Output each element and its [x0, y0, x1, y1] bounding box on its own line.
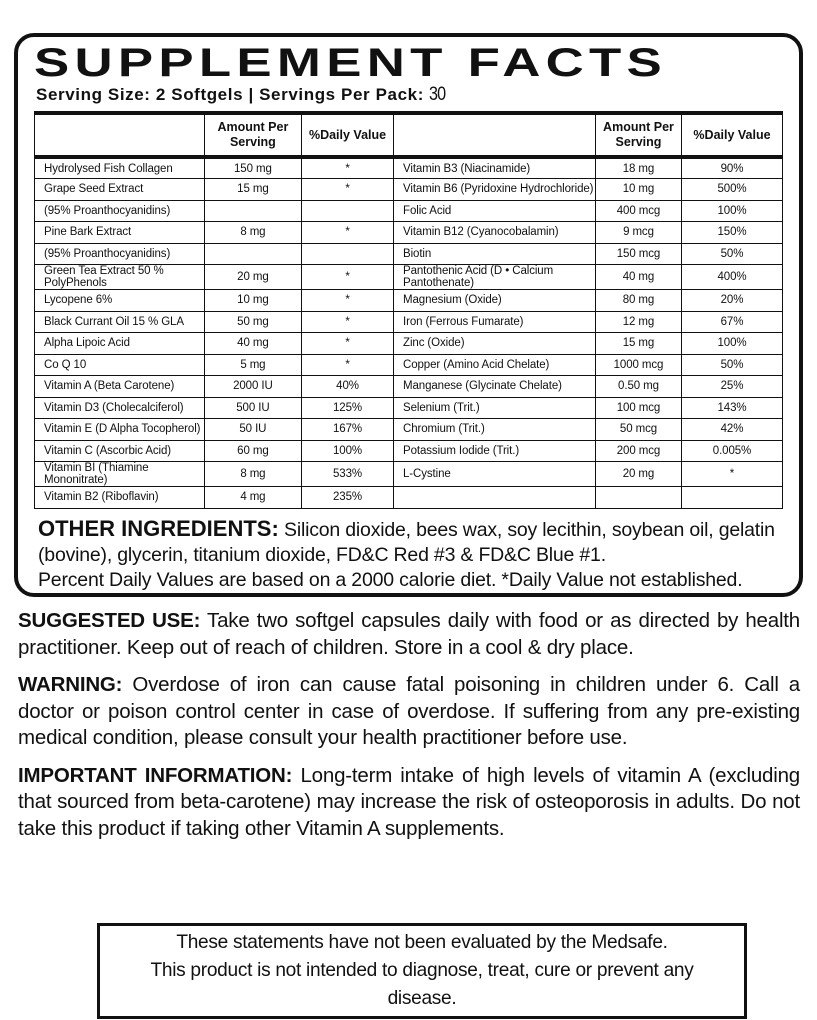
ingredient-name: Zinc (Oxide): [394, 333, 596, 355]
daily-value: 100%: [302, 440, 394, 462]
ingredient-name: Chromium (Trit.): [394, 419, 596, 441]
amount-value: 150 mcg: [595, 243, 681, 265]
amount-value: 50 mcg: [595, 419, 681, 441]
amount-value: 15 mg: [595, 333, 681, 355]
ingredient-name: Vitamin D3 (Cholecalciferol): [35, 397, 205, 419]
daily-value: *: [302, 354, 394, 376]
amount-value: 18 mg: [595, 157, 681, 179]
header-ingredient-left: [35, 113, 205, 157]
ingredient-name: Vitamin BI (Thiamine Mononitrate): [35, 462, 205, 487]
ingredient-name: Co Q 10: [35, 354, 205, 376]
daily-value: 150%: [681, 222, 782, 244]
amount-value: 40 mg: [204, 333, 301, 355]
important-information-heading: IMPORTANT INFORMATION:: [18, 763, 293, 787]
ingredient-name: Vitamin B12 (Cyanocobalamin): [394, 222, 596, 244]
ingredient-name: (95% Proanthocyanidins): [35, 200, 205, 222]
daily-value: 90%: [681, 157, 782, 179]
daily-value: 40%: [302, 376, 394, 398]
amount-value: 100 mcg: [595, 397, 681, 419]
ingredients-tbody: [35, 157, 783, 508]
suggested-use-heading: SUGGESTED USE:: [18, 609, 201, 632]
table-row: [35, 157, 783, 179]
header-daily-value-right: %Daily Value: [681, 113, 782, 157]
suggested-use-text: Take two softgel capsules daily with food or as directed by health practitioner. Keep out of reach of children. Store in a cool & dry place.: [18, 609, 801, 659]
ingredient-name: Vitamin E (D Alpha Tocopherol): [35, 419, 205, 441]
amount-value: 20 mg: [595, 462, 681, 487]
ingredient-name: Biotin: [394, 243, 596, 265]
ingredient-name: Folic Acid: [394, 200, 596, 222]
amount-value: 15 mg: [204, 179, 301, 201]
daily-value: *: [302, 265, 394, 290]
servings-per-pack-value: 30: [429, 84, 446, 105]
ingredient-name: Vitamin A (Beta Carotene): [35, 376, 205, 398]
daily-value: *: [302, 157, 394, 179]
ingredient-name: Iron (Ferrous Fumarate): [394, 311, 596, 333]
amount-value: [595, 487, 681, 509]
daily-value: *: [302, 222, 394, 244]
ingredient-name: Alpha Lipoic Acid: [35, 333, 205, 355]
daily-value: 400%: [681, 265, 782, 290]
table-row: [35, 243, 783, 265]
amount-value: 4 mg: [204, 487, 301, 509]
warning-section: [18, 672, 800, 752]
table-row: [35, 333, 783, 355]
daily-value: 50%: [681, 354, 782, 376]
disclaimer-line-2: This product is not intended to diagnose, treat, cure or prevent any disease.: [150, 959, 694, 1009]
daily-value: 500%: [681, 179, 782, 201]
daily-value: [681, 487, 782, 509]
amount-value: 12 mg: [595, 311, 681, 333]
amount-value: 1000 mcg: [595, 354, 681, 376]
amount-value: 8 mg: [204, 462, 301, 487]
amount-value: 10 mg: [204, 290, 301, 312]
daily-value-footnote: Percent Daily Values are based on a 2000 calorie diet. *Daily Value not established.: [38, 568, 743, 591]
daily-value: 20%: [681, 290, 782, 312]
ingredient-name: Green Tea Extract 50 % PolyPhenols: [35, 265, 205, 290]
amount-value: 50 IU: [204, 419, 301, 441]
amount-value: 8 mg: [204, 222, 301, 244]
amount-value: 80 mg: [595, 290, 681, 312]
table-row: [35, 290, 783, 312]
daily-value: 25%: [681, 376, 782, 398]
ingredient-name: Selenium (Trit.): [394, 397, 596, 419]
table-row: [35, 311, 783, 333]
ingredient-name: Black Currant Oil 15 % GLA: [35, 311, 205, 333]
daily-value: *: [681, 462, 782, 487]
ingredient-name: Vitamin C (Ascorbic Acid): [35, 440, 205, 462]
table-header: [35, 113, 783, 157]
amount-value: [204, 243, 301, 265]
ingredient-name: Potassium Iodide (Trit.): [394, 440, 596, 462]
amount-value: 500 IU: [204, 397, 301, 419]
ingredient-name: L-Cystine: [394, 462, 596, 487]
amount-value: 150 mg: [204, 157, 301, 179]
daily-value: 50%: [681, 243, 782, 265]
daily-value: 125%: [302, 397, 394, 419]
table-row: [35, 397, 783, 419]
amount-value: 10 mg: [595, 179, 681, 201]
daily-value: [302, 200, 394, 222]
ingredient-name: Lycopene 6%: [35, 290, 205, 312]
daily-value: 42%: [681, 419, 782, 441]
daily-value: *: [302, 333, 394, 355]
amount-value: 0.50 mg: [595, 376, 681, 398]
table-row: [35, 462, 783, 487]
daily-value: 167%: [302, 419, 394, 441]
daily-value: [302, 243, 394, 265]
serving-info: [36, 84, 783, 106]
disclaimer-box: [97, 923, 747, 1019]
amount-value: 2000 IU: [204, 376, 301, 398]
table-row: [35, 440, 783, 462]
table-row: [35, 265, 783, 290]
header-daily-value-left: %Daily Value: [302, 113, 394, 157]
page-title: SUPPLEMENT FACTS: [34, 41, 668, 85]
amount-value: [204, 200, 301, 222]
header-amount-right: Amount Per Serving: [595, 113, 681, 157]
ingredient-name: (95% Proanthocyanidins): [35, 243, 205, 265]
daily-value: *: [302, 311, 394, 333]
table-row: [35, 419, 783, 441]
important-information-text: Long-term intake of high levels of vitamin A (excluding that sourced from beta-carotene) may increase the risk of osteoporosis in adults. Do not take this product if taking other Vitamin A supplements.: [18, 763, 800, 840]
disclaimer-line-1: These statements have not been evaluated by the Medsafe.: [176, 931, 668, 953]
table-row: [35, 354, 783, 376]
ingredient-name: Hydrolysed Fish Collagen: [35, 157, 205, 179]
ingredients-table: [34, 111, 783, 509]
ingredient-name: Vitamin B2 (Riboflavin): [35, 487, 205, 509]
ingredient-name: Pantothenic Acid (D • Calcium Pantothenate): [394, 265, 596, 290]
ingredient-name: Pine Bark Extract: [35, 222, 205, 244]
amount-value: 60 mg: [204, 440, 301, 462]
amount-value: 400 mcg: [595, 200, 681, 222]
amount-value: 20 mg: [204, 265, 301, 290]
ingredient-name: Magnesium (Oxide): [394, 290, 596, 312]
table-row: [35, 222, 783, 244]
ingredient-name: Vitamin B3 (Niacinamide): [394, 157, 596, 179]
supplement-facts-panel: [14, 33, 803, 597]
other-ingredients-heading: OTHER INGREDIENTS:: [38, 515, 279, 541]
ingredient-name: Copper (Amino Acid Chelate): [394, 354, 596, 376]
daily-value: 0.005%: [681, 440, 782, 462]
daily-value: *: [302, 290, 394, 312]
warning-heading: WARNING:: [18, 673, 123, 696]
daily-value: 235%: [302, 487, 394, 509]
ingredient-name: Vitamin B6 (Pyridoxine Hydrochloride): [394, 179, 596, 201]
amount-value: 5 mg: [204, 354, 301, 376]
suggested-use-section: [18, 608, 800, 661]
daily-value: 533%: [302, 462, 394, 487]
daily-value: *: [302, 179, 394, 201]
amount-value: 50 mg: [204, 311, 301, 333]
amount-value: 200 mcg: [595, 440, 681, 462]
table-row: [35, 200, 783, 222]
amount-value: 9 mcg: [595, 222, 681, 244]
important-information-section: [18, 763, 800, 843]
daily-value: 100%: [681, 200, 782, 222]
other-ingredients-text: Silicon dioxide, bees wax, soy lecithin, soybean oil, gelatin (bovine), glycerin, titanium dioxide, FD&C Red #3 & FD&C Blue #1.: [38, 518, 775, 566]
daily-value: 100%: [681, 333, 782, 355]
header-row: [35, 113, 783, 157]
ingredient-name: [394, 487, 596, 509]
daily-value: 143%: [681, 397, 782, 419]
amount-value: 40 mg: [595, 265, 681, 290]
other-ingredients-section: [34, 509, 783, 593]
warning-text: Overdose of iron can cause fatal poisoning in children under 6. Call a doctor or poison control center in case of overdose. If suffering from any pre-existing medical condition, please consult your health practitioner before use.: [18, 673, 800, 749]
daily-value: 67%: [681, 311, 782, 333]
table-row: [35, 376, 783, 398]
header-amount-left: Amount Per Serving: [204, 113, 301, 157]
ingredient-name: Grape Seed Extract: [35, 179, 205, 201]
table-row: [35, 179, 783, 201]
serving-size-label: Serving Size: 2 Softgels | Servings Per Pack:: [36, 85, 424, 104]
ingredient-name: Manganese (Glycinate Chelate): [394, 376, 596, 398]
info-sections: [18, 608, 800, 853]
header-ingredient-right: [394, 113, 596, 157]
table-row: [35, 487, 783, 509]
